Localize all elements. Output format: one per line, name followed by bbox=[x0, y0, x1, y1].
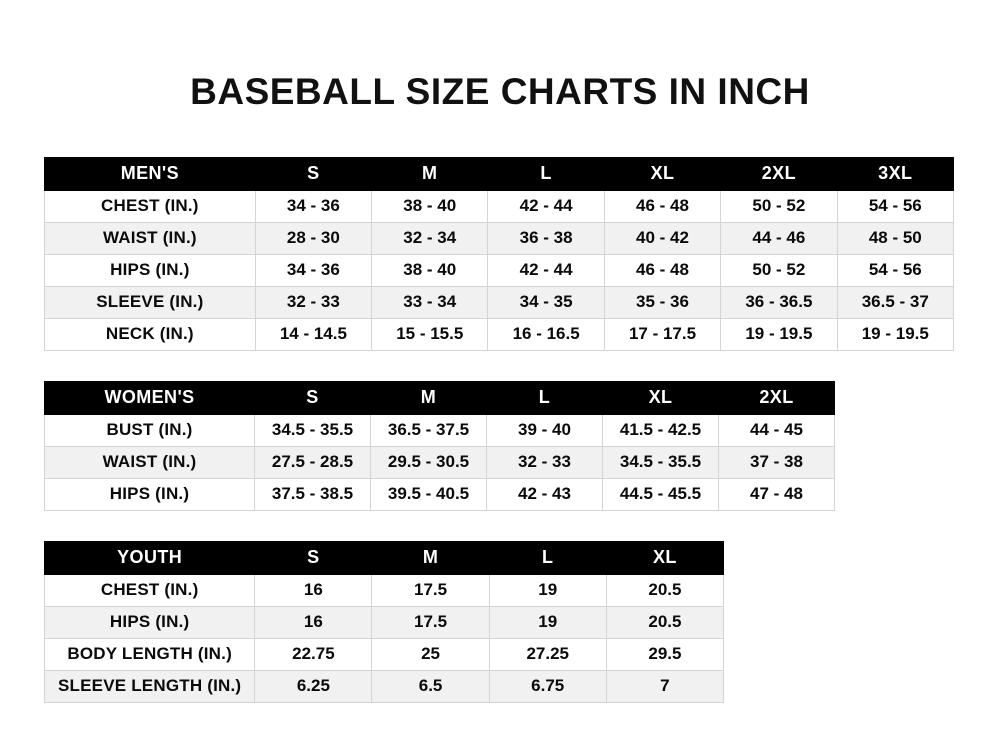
table-cell: 48 - 50 bbox=[837, 222, 953, 254]
table-row bbox=[45, 478, 835, 510]
table-cell: 39 - 40 bbox=[487, 414, 603, 446]
column-header: L bbox=[488, 157, 604, 190]
table-cell: 34 - 35 bbox=[488, 286, 604, 318]
table-spacer bbox=[44, 351, 956, 381]
table-cell: 16 - 16.5 bbox=[488, 318, 604, 350]
page-title: BASEBALL SIZE CHARTS IN INCH bbox=[190, 71, 810, 112]
table-spacer bbox=[44, 511, 956, 541]
table-cell: 20.5 bbox=[606, 606, 723, 638]
table-cell: 50 - 52 bbox=[721, 254, 837, 286]
table-row bbox=[45, 190, 954, 222]
table-row bbox=[45, 222, 954, 254]
table-cell: 7 bbox=[606, 670, 723, 702]
column-header: S bbox=[255, 541, 372, 574]
column-header: MEN'S bbox=[45, 157, 256, 190]
table-row bbox=[45, 638, 724, 670]
table-cell: 19 - 19.5 bbox=[721, 318, 837, 350]
table-cell: 17 - 17.5 bbox=[604, 318, 720, 350]
table-cell: 32 - 34 bbox=[372, 222, 488, 254]
table-cell: 34.5 - 35.5 bbox=[255, 414, 371, 446]
youth-size-chart bbox=[44, 541, 724, 703]
table-cell: 40 - 42 bbox=[604, 222, 720, 254]
table-cell: 29.5 bbox=[606, 638, 723, 670]
table-cell: 54 - 56 bbox=[837, 254, 953, 286]
table-cell: 42 - 43 bbox=[487, 478, 603, 510]
table-cell: 38 - 40 bbox=[372, 190, 488, 222]
column-header: M bbox=[372, 157, 488, 190]
column-header: S bbox=[255, 381, 371, 414]
row-label: CHEST (IN.) bbox=[45, 190, 256, 222]
table-cell: 28 - 30 bbox=[255, 222, 371, 254]
table-row bbox=[45, 286, 954, 318]
table-cell: 38 - 40 bbox=[372, 254, 488, 286]
table-cell: 42 - 44 bbox=[488, 254, 604, 286]
table-cell: 33 - 34 bbox=[372, 286, 488, 318]
table-cell: 16 bbox=[255, 574, 372, 606]
row-label: BODY LENGTH (IN.) bbox=[45, 638, 255, 670]
table-cell: 32 - 33 bbox=[255, 286, 371, 318]
table-cell: 14 - 14.5 bbox=[255, 318, 371, 350]
table-cell: 47 - 48 bbox=[719, 478, 835, 510]
table-row bbox=[45, 670, 724, 702]
table-cell: 19 - 19.5 bbox=[837, 318, 953, 350]
table-cell: 6.25 bbox=[255, 670, 372, 702]
table-cell: 42 - 44 bbox=[488, 190, 604, 222]
table-cell: 17.5 bbox=[372, 574, 489, 606]
column-header: 3XL bbox=[837, 157, 953, 190]
table-row bbox=[45, 318, 954, 350]
column-header: L bbox=[489, 541, 606, 574]
column-header: WOMEN'S bbox=[45, 381, 255, 414]
column-header: L bbox=[487, 381, 603, 414]
table-cell: 19 bbox=[489, 606, 606, 638]
table-cell: 6.75 bbox=[489, 670, 606, 702]
table-cell: 20.5 bbox=[606, 574, 723, 606]
column-header: S bbox=[255, 157, 371, 190]
table-header-row bbox=[45, 541, 724, 574]
row-label: WAIST (IN.) bbox=[45, 222, 256, 254]
table-cell: 44 - 46 bbox=[721, 222, 837, 254]
row-label: HIPS (IN.) bbox=[45, 606, 255, 638]
table-cell: 32 - 33 bbox=[487, 446, 603, 478]
table-cell: 37.5 - 38.5 bbox=[255, 478, 371, 510]
column-header: M bbox=[371, 381, 487, 414]
table-cell: 16 bbox=[255, 606, 372, 638]
table-cell: 34.5 - 35.5 bbox=[603, 446, 719, 478]
table-cell: 15 - 15.5 bbox=[372, 318, 488, 350]
table-row bbox=[45, 254, 954, 286]
table-cell: 34 - 36 bbox=[255, 190, 371, 222]
table-cell: 44 - 45 bbox=[719, 414, 835, 446]
row-label: NECK (IN.) bbox=[45, 318, 256, 350]
table-cell: 46 - 48 bbox=[604, 190, 720, 222]
table-cell: 36.5 - 37 bbox=[837, 286, 953, 318]
table-cell: 36 - 38 bbox=[488, 222, 604, 254]
table-cell: 41.5 - 42.5 bbox=[603, 414, 719, 446]
table-cell: 27.25 bbox=[489, 638, 606, 670]
table-cell: 27.5 - 28.5 bbox=[255, 446, 371, 478]
table-cell: 36 - 36.5 bbox=[721, 286, 837, 318]
row-label: CHEST (IN.) bbox=[45, 574, 255, 606]
mens-size-chart bbox=[44, 157, 954, 351]
table-cell: 35 - 36 bbox=[604, 286, 720, 318]
table-row bbox=[45, 606, 724, 638]
table-cell: 6.5 bbox=[372, 670, 489, 702]
table-cell: 39.5 - 40.5 bbox=[371, 478, 487, 510]
table-cell: 17.5 bbox=[372, 606, 489, 638]
table-cell: 29.5 - 30.5 bbox=[371, 446, 487, 478]
table-cell: 50 - 52 bbox=[721, 190, 837, 222]
table-cell: 46 - 48 bbox=[604, 254, 720, 286]
row-label: HIPS (IN.) bbox=[45, 478, 255, 510]
column-header: 2XL bbox=[721, 157, 837, 190]
row-label: SLEEVE (IN.) bbox=[45, 286, 256, 318]
column-header: 2XL bbox=[719, 381, 835, 414]
row-label: WAIST (IN.) bbox=[45, 446, 255, 478]
table-row bbox=[45, 574, 724, 606]
column-header: XL bbox=[604, 157, 720, 190]
womens-size-chart bbox=[44, 381, 835, 511]
column-header: YOUTH bbox=[45, 541, 255, 574]
row-label: BUST (IN.) bbox=[45, 414, 255, 446]
table-header-row bbox=[45, 157, 954, 190]
table-cell: 37 - 38 bbox=[719, 446, 835, 478]
column-header: M bbox=[372, 541, 489, 574]
row-label: SLEEVE LENGTH (IN.) bbox=[45, 670, 255, 702]
size-charts-container bbox=[0, 157, 1000, 703]
table-row bbox=[45, 446, 835, 478]
table-row bbox=[45, 414, 835, 446]
column-header: XL bbox=[603, 381, 719, 414]
table-cell: 19 bbox=[489, 574, 606, 606]
table-cell: 22.75 bbox=[255, 638, 372, 670]
table-cell: 25 bbox=[372, 638, 489, 670]
table-cell: 54 - 56 bbox=[837, 190, 953, 222]
table-header-row bbox=[45, 381, 835, 414]
table-cell: 34 - 36 bbox=[255, 254, 371, 286]
table-cell: 36.5 - 37.5 bbox=[371, 414, 487, 446]
row-label: HIPS (IN.) bbox=[45, 254, 256, 286]
column-header: XL bbox=[606, 541, 723, 574]
table-cell: 44.5 - 45.5 bbox=[603, 478, 719, 510]
